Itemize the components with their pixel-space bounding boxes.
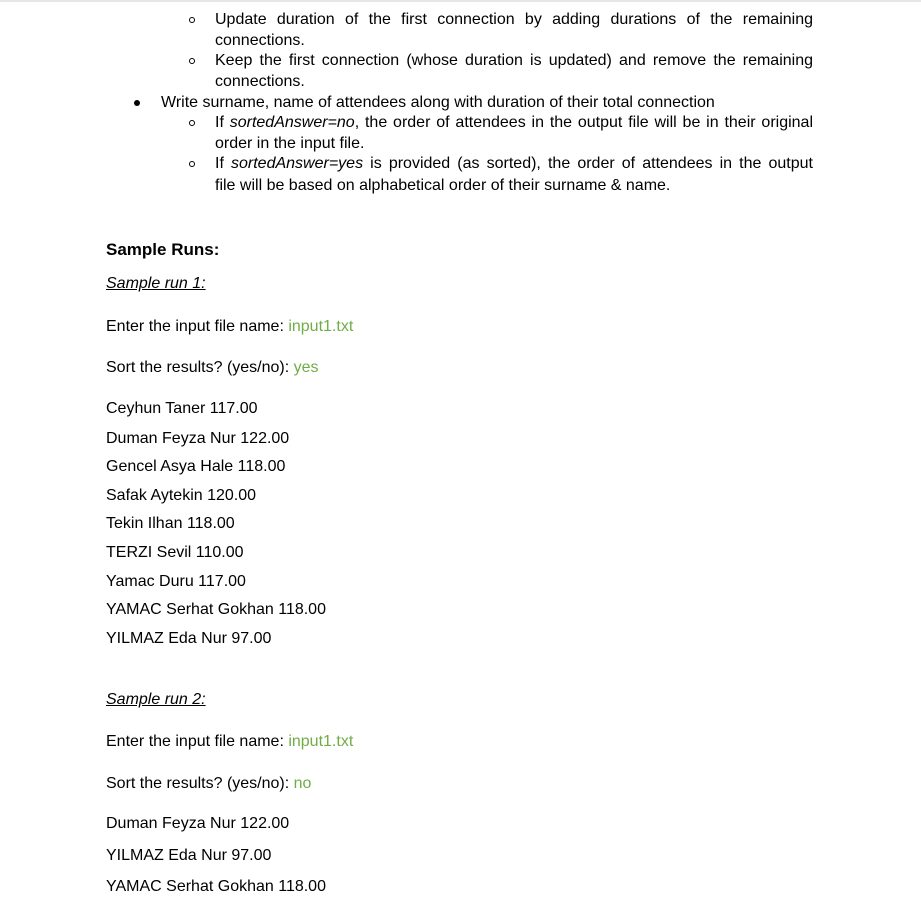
result-line: YILMAZ Eda Nur 97.00 [106,847,272,864]
result-line: Duman Feyza Nur 122.00 [106,815,290,832]
input-value: input1.txt [288,733,354,750]
result-line: Ceyhun Taner 117.00 [106,400,258,417]
sub-bullet-text-cont: order in the input file. [215,135,365,152]
main-bullet-text: Write surname, name of attendees along with duration of their total connection [161,94,715,111]
sub-bullet-icon [189,161,195,167]
input-value: yes [293,359,319,376]
sub-bullet-text: Update duration of the first connection by adding durations of the remaining [215,11,813,28]
result-line: Gencel Asya Hale 118.00 [106,458,286,475]
code-term: sortedAnswer=no [229,114,355,131]
result-line: Tekin Ilhan 118.00 [106,515,235,532]
section-heading: Sample Runs: [106,240,220,259]
run-label: Sample run 2: [106,691,206,708]
result-line: Yamac Duru 117.00 [106,573,246,590]
page-top-border [0,0,921,2]
file-prompt-line: Enter the input file name: input1.txt [106,733,354,750]
result-line: Safak Aytekin 120.00 [106,487,257,504]
result-line: TERZI Sevil 110.00 [106,544,244,561]
input-value: no [293,775,312,792]
sub-bullet-text-cont: connections. [215,73,305,90]
sub-bullet-text-cont: connections. [215,32,305,49]
sub-bullet-text: If sortedAnswer=yes is provided (as sorted), the order of attendees in the output [215,155,813,172]
sort-prompt-line: Sort the results? (yes/no): yes [106,359,319,376]
sub-bullet-icon [189,120,195,126]
sort-prompt-line: Sort the results? (yes/no): no [106,775,312,792]
sub-bullet-text: If sortedAnswer=no, the order of attendees in the output file will be in their original [215,114,814,131]
result-line: YAMAC Serhat Gokhan 118.00 [106,878,326,895]
main-bullet-icon [134,100,140,106]
run-label: Sample run 1: [106,275,206,292]
sub-bullet-text: Keep the first connection (whose duration is updated) and remove the remaining [215,52,813,69]
sub-bullet-icon [189,17,195,23]
sub-bullet-icon [189,58,195,64]
result-line: YILMAZ Eda Nur 97.00 [106,630,272,647]
sub-bullet-text-cont: file will be based on alphabetical order of their surname & name. [215,177,671,194]
result-line: YAMAC Serhat Gokhan 118.00 [106,601,326,618]
file-prompt-line: Enter the input file name: input1.txt [106,318,354,335]
code-term: sortedAnswer=yes [231,155,364,172]
input-value: input1.txt [288,318,354,335]
result-line: Duman Feyza Nur 122.00 [106,430,290,447]
